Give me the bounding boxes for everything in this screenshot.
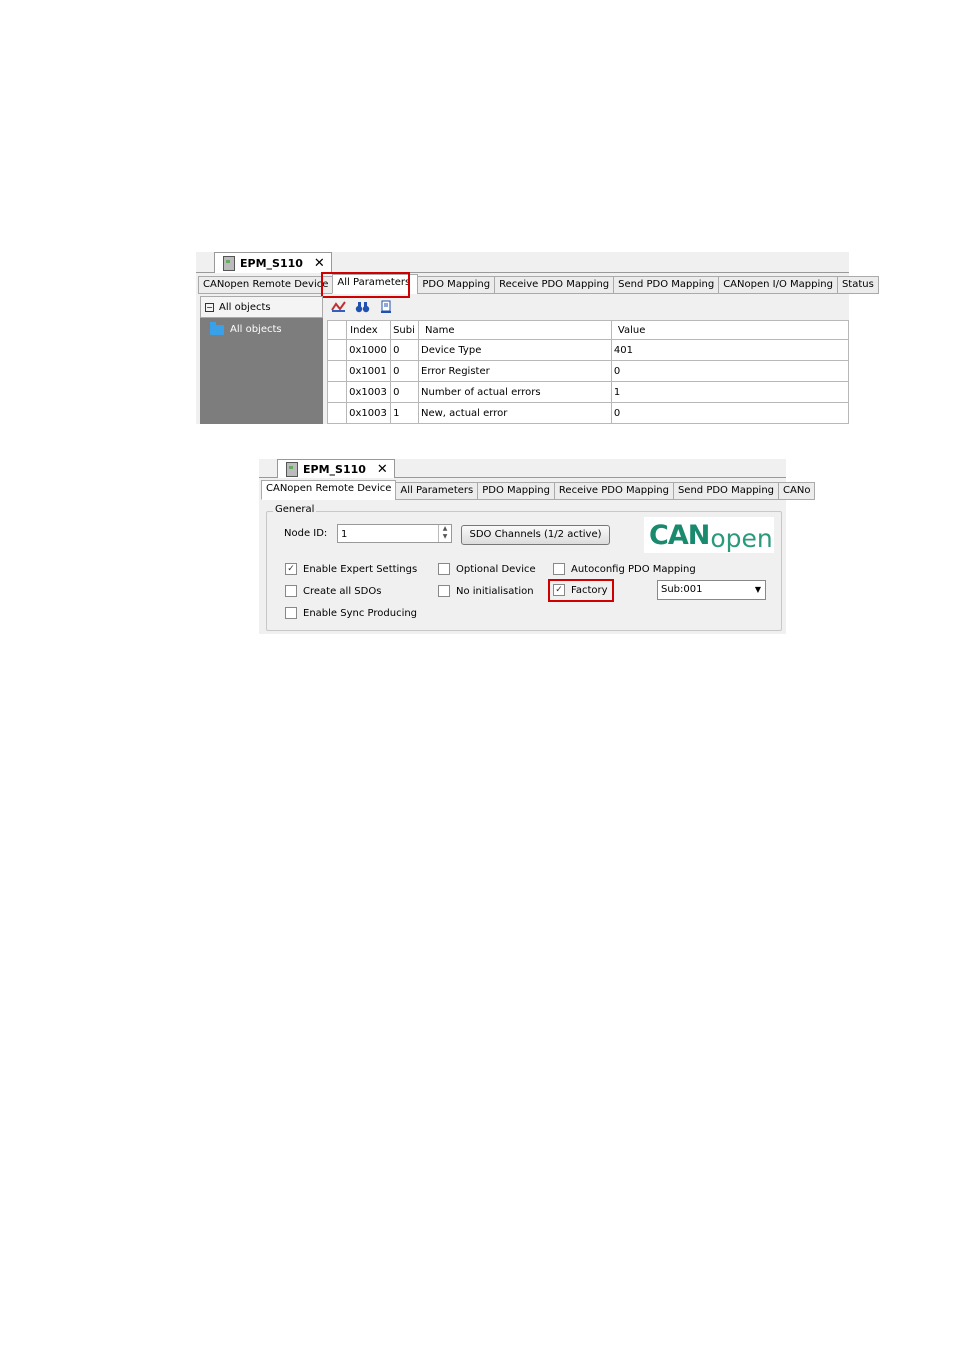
doc-tab-label: EPM_S110 bbox=[303, 462, 366, 476]
tab-receive-pdo-mapping[interactable]: Receive PDO Mapping bbox=[494, 276, 614, 294]
cell-value[interactable]: 1 bbox=[611, 382, 848, 403]
column-header-index[interactable]: Index bbox=[347, 321, 391, 340]
cell-subindex: 0 bbox=[391, 340, 419, 361]
checkbox-icon[interactable] bbox=[438, 585, 450, 597]
no-initialisation-checkbox[interactable] bbox=[438, 585, 534, 597]
collapse-icon[interactable]: − bbox=[206, 302, 213, 312]
table-row[interactable] bbox=[328, 382, 849, 403]
node-id-stepper[interactable] bbox=[337, 524, 452, 543]
checkbox-label: Create all SDOs bbox=[303, 585, 382, 597]
enable-sync-producing-checkbox[interactable] bbox=[285, 607, 417, 619]
checkbox-icon[interactable] bbox=[438, 563, 450, 575]
cell-name: Device Type bbox=[419, 340, 612, 361]
tab-canopen-remote-device[interactable]: CANopen Remote Device bbox=[261, 480, 396, 500]
checkbox-label: Enable Sync Producing bbox=[303, 607, 418, 619]
close-icon[interactable]: ✕ bbox=[376, 461, 388, 477]
checkbox-label: Enable Expert Settings bbox=[303, 563, 418, 575]
canopen-logo bbox=[644, 517, 774, 553]
cell-index: 0x1000 bbox=[347, 340, 391, 361]
cell-name: Number of actual errors bbox=[419, 382, 612, 403]
editor-tabs bbox=[198, 276, 878, 293]
create-all-sdos-checkbox[interactable] bbox=[285, 585, 381, 597]
table-row[interactable] bbox=[328, 340, 849, 361]
column-header-name[interactable]: Name bbox=[419, 321, 612, 340]
device-icon bbox=[223, 256, 235, 271]
tab-pdo-mapping[interactable]: PDO Mapping bbox=[417, 276, 495, 294]
tab-canopen-truncated[interactable]: CANo bbox=[778, 482, 815, 500]
sub-select-value: Sub:001 bbox=[661, 584, 703, 595]
table-header-row bbox=[328, 321, 849, 340]
cell-index: 0x1003 bbox=[347, 403, 391, 424]
all-parameters-screenshot bbox=[196, 252, 874, 424]
cell-index: 0x1001 bbox=[347, 361, 391, 382]
autoconfig-pdo-mapping-checkbox[interactable] bbox=[553, 563, 696, 575]
cell-index: 0x1003 bbox=[347, 382, 391, 403]
logo-can-text: CAN bbox=[649, 519, 710, 551]
parameter-table bbox=[327, 320, 849, 424]
highlight-box bbox=[548, 579, 614, 602]
write-all-icon[interactable] bbox=[331, 301, 346, 313]
table-row[interactable] bbox=[328, 361, 849, 382]
tab-send-pdo-mapping[interactable]: Send PDO Mapping bbox=[613, 276, 719, 294]
cell-subindex: 0 bbox=[391, 361, 419, 382]
doc-tab[interactable] bbox=[214, 252, 332, 273]
tree-item-all-objects[interactable] bbox=[210, 324, 323, 335]
tree-header-label: All objects bbox=[219, 301, 271, 313]
tab-status[interactable]: Status bbox=[837, 276, 879, 294]
remote-device-screenshot bbox=[259, 459, 811, 634]
tab-all-parameters[interactable]: All Parameters bbox=[332, 274, 418, 294]
stepper-arrows-icon[interactable]: ▲ ▼ bbox=[438, 525, 451, 542]
editor-tabs bbox=[261, 482, 814, 499]
checkbox-icon[interactable] bbox=[285, 585, 297, 597]
row-selector[interactable] bbox=[328, 403, 347, 424]
chevron-down-icon[interactable]: ▼ bbox=[754, 585, 761, 594]
cell-subindex: 0 bbox=[391, 382, 419, 403]
checkbox-checked-icon[interactable]: ✓ bbox=[285, 563, 297, 575]
doc-tab[interactable] bbox=[277, 459, 395, 478]
group-label: General bbox=[275, 504, 315, 515]
checkbox-label: Factory bbox=[571, 584, 608, 596]
cell-value[interactable]: 401 bbox=[611, 340, 848, 361]
folder-icon bbox=[210, 325, 224, 335]
highlight-box bbox=[321, 272, 410, 298]
sub-select[interactable] bbox=[657, 580, 766, 600]
optional-device-checkbox[interactable] bbox=[438, 563, 536, 575]
tab-canopen-remote-device[interactable]: CANopen Remote Device bbox=[198, 276, 333, 294]
cell-name: New, actual error bbox=[419, 403, 612, 424]
export-icon[interactable] bbox=[379, 301, 394, 313]
tab-canopen-io-mapping[interactable]: CANopen I/O Mapping bbox=[718, 276, 838, 294]
tab-all-parameters[interactable]: All Parameters bbox=[395, 482, 478, 500]
tab-pdo-mapping[interactable]: PDO Mapping bbox=[477, 482, 555, 500]
checkbox-label: Autoconfig PDO Mapping bbox=[571, 563, 696, 575]
cell-value[interactable]: 0 bbox=[611, 361, 848, 382]
tab-receive-pdo-mapping[interactable]: Receive PDO Mapping bbox=[554, 482, 674, 500]
doc-tab-label: EPM_S110 bbox=[240, 256, 303, 270]
row-selector[interactable] bbox=[328, 382, 347, 403]
row-selector-header bbox=[328, 321, 347, 340]
cell-name: Error Register bbox=[419, 361, 612, 382]
node-id-value: 1 bbox=[341, 529, 348, 540]
device-icon bbox=[286, 462, 298, 477]
tree-item-label: All objects bbox=[230, 324, 282, 335]
checkbox-label: No initialisation bbox=[456, 585, 534, 597]
checkbox-checked-icon[interactable]: ✓ bbox=[553, 584, 565, 596]
table-row[interactable] bbox=[328, 403, 849, 424]
column-header-value[interactable]: Value bbox=[611, 321, 848, 340]
logo-open-text: open bbox=[710, 523, 773, 553]
object-tree bbox=[200, 296, 323, 424]
checkbox-icon[interactable] bbox=[285, 607, 297, 619]
find-icon[interactable] bbox=[355, 301, 370, 313]
checkbox-icon[interactable] bbox=[553, 563, 565, 575]
enable-expert-settings-checkbox[interactable] bbox=[285, 563, 417, 575]
row-selector[interactable] bbox=[328, 361, 347, 382]
column-header-subindex[interactable]: Subi bbox=[391, 321, 419, 340]
cell-value[interactable]: 0 bbox=[611, 403, 848, 424]
tree-header[interactable] bbox=[200, 296, 323, 318]
parameter-toolbar bbox=[331, 301, 394, 313]
sdo-channels-button[interactable]: SDO Channels (1/2 active) bbox=[461, 525, 610, 545]
cell-subindex: 1 bbox=[391, 403, 419, 424]
close-icon[interactable]: ✕ bbox=[313, 255, 325, 271]
checkbox-label: Optional Device bbox=[456, 563, 536, 575]
row-selector[interactable] bbox=[328, 340, 347, 361]
tab-send-pdo-mapping[interactable]: Send PDO Mapping bbox=[673, 482, 779, 500]
node-id-label: Node ID: bbox=[284, 528, 328, 539]
